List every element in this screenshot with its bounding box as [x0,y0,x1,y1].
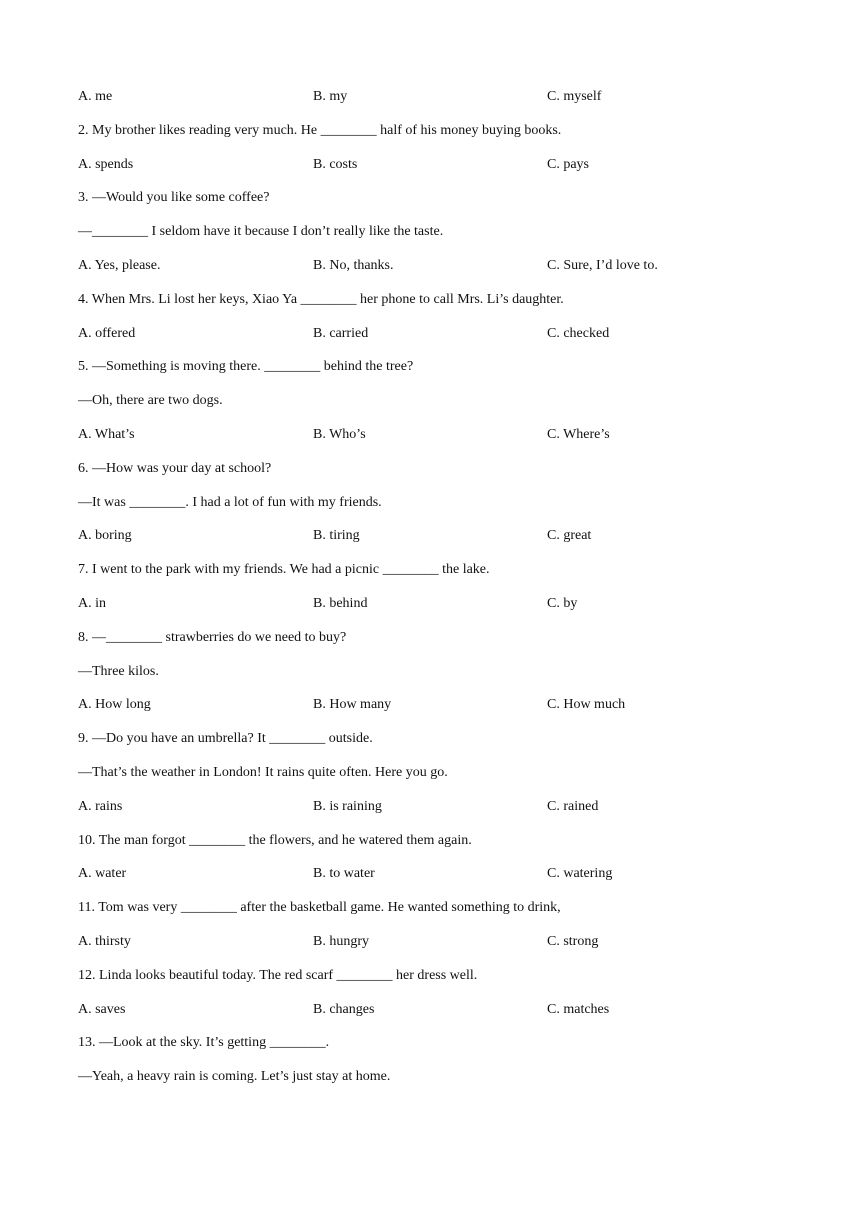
option-b: B. costs [313,156,358,172]
question-stem: 6. —How was your day at school? [78,460,272,476]
options-row [78,255,798,289]
option-a: A. thirsty [78,933,131,949]
option-b: B. behind [313,595,368,611]
dialogue-line: —Three kilos. [78,663,159,679]
dialogue-line: —Yeah, a heavy rain is coming. Let’s just stay at home. [78,1069,391,1085]
option-b: B. How many [313,697,392,713]
option-a: A. boring [78,528,132,544]
option-c: C. by [547,595,578,611]
option-b: B. tiring [313,528,360,544]
option-c: C. watering [547,866,613,882]
option-b: B. changes [313,1001,375,1017]
option-b: B. carried [313,325,369,341]
question-stem: 4. When Mrs. Li lost her keys, Xiao Ya ________ her phone to call Mrs. Li’s daughter. [78,291,564,307]
options-row [78,424,798,458]
exam-page [78,86,798,1100]
options-row [78,999,798,1033]
option-a: A. offered [78,325,136,341]
option-a: A. Yes, please. [78,257,161,273]
options-row [78,593,798,627]
option-a: A. spends [78,156,134,172]
question-stem: 8. —________ strawberries do we need to buy? [78,629,347,645]
dialogue-line: —Oh, there are two dogs. [78,393,223,409]
option-b: B. my [313,89,348,104]
option-c: C. great [547,528,592,544]
dialogue-line: —It was ________. I had a lot of fun with my friends. [78,494,382,510]
question-stem: 5. —Something is moving there. ________ behind the tree? [78,359,414,375]
question-stem: 11. Tom was very ________ after the basketball game. He wanted something to drink, [78,900,561,916]
option-b: B. hungry [313,933,369,949]
option-c: C. Where’s [547,426,610,442]
question-stem: 3. —Would you like some coffee? [78,190,270,206]
options-row [78,796,798,830]
question-stem: 7. I went to the park with my friends. We had a picnic ________ the lake. [78,562,490,578]
question-stem: 13. —Look at the sky. It’s getting ________. [78,1035,330,1051]
option-b: B. to water [313,866,375,882]
dialogue-line: —That’s the weather in London! It rains quite often. Here you go. [78,764,448,780]
dialogue-line: —________ I seldom have it because I don’t really like the taste. [78,224,444,240]
option-c: C. checked [547,325,610,341]
option-b: B. No, thanks. [313,257,394,273]
option-c: C. matches [547,1001,610,1017]
option-c: C. strong [547,933,599,949]
option-a: A. What’s [78,426,135,442]
option-a: A. rains [78,798,123,814]
question-stem: 2. My brother likes reading very much. He ________ half of his money buying books. [78,122,562,138]
question-stem: 10. The man forgot ________ the flowers, and he watered them again. [78,832,472,848]
options-row [78,931,798,965]
option-c: C. How much [547,697,626,713]
option-a: A. in [78,595,106,611]
option-a: A. me [78,89,113,104]
option-c: C. myself [547,89,602,104]
option-a: A. How long [78,697,151,713]
option-a: A. saves [78,1001,126,1017]
option-c: C. pays [547,156,589,172]
options-row [78,694,798,728]
options-row [78,863,798,897]
options-row [78,525,798,559]
options-row [78,323,798,357]
option-c: C. rained [547,798,599,814]
option-b: B. Who’s [313,426,366,442]
options-row [78,86,798,120]
question-stem: 9. —Do you have an umbrella? It ________ outside. [78,731,373,747]
option-c: C. Sure, I’d love to. [547,257,658,273]
option-a: A. water [78,866,127,882]
options-row [78,154,798,188]
question-stem: 12. Linda looks beautiful today. The red scarf ________ her dress well. [78,967,478,983]
option-b: B. is raining [313,798,382,814]
